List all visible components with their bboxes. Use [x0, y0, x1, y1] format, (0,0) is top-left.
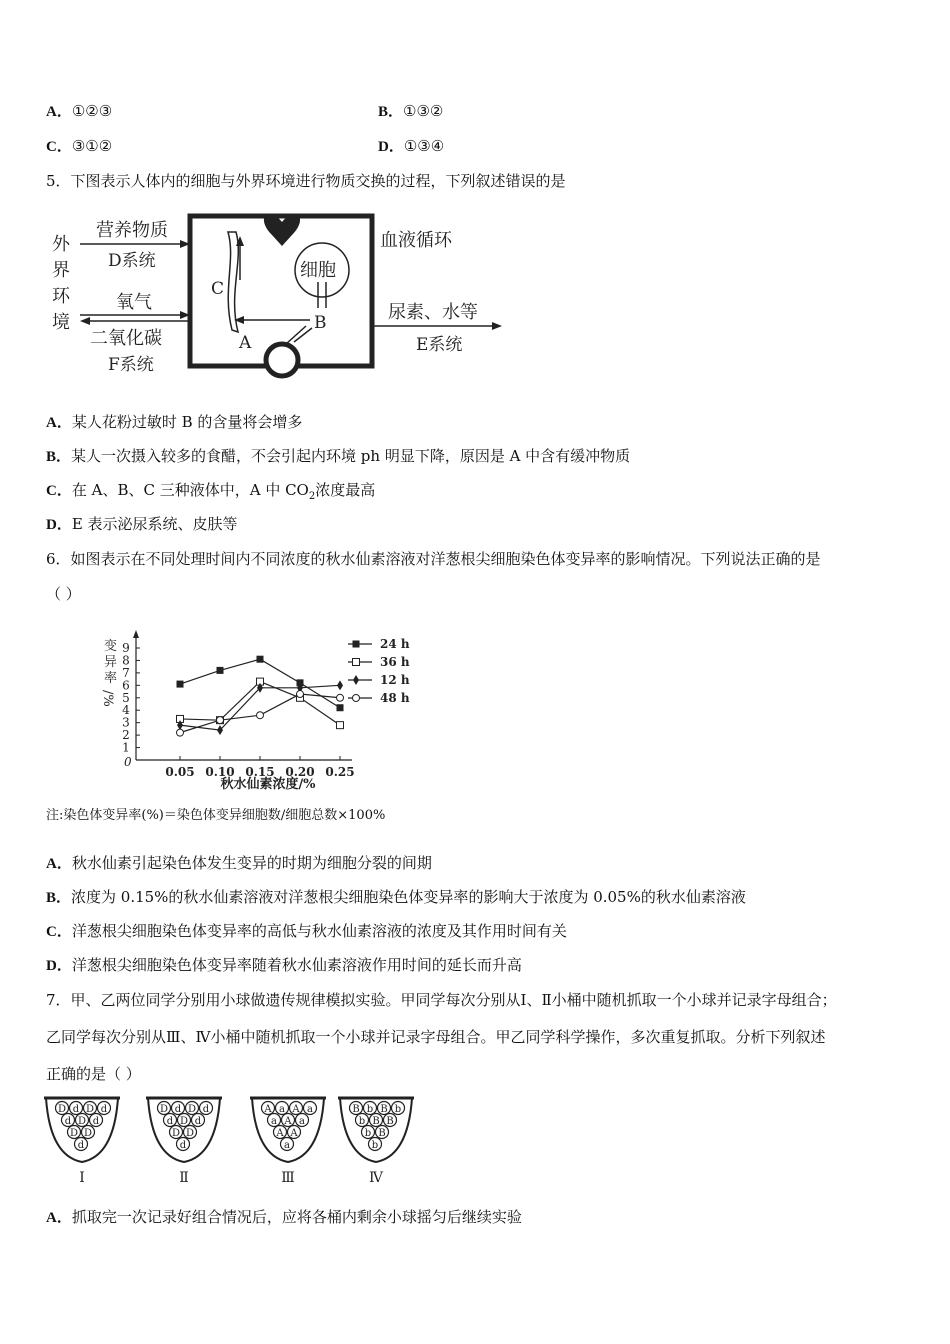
- data-point: [337, 694, 344, 701]
- co2-label: 二氧化碳: [90, 328, 162, 349]
- option-letter: A．: [46, 1210, 72, 1226]
- ball-letter: A: [290, 1128, 298, 1139]
- ball-letter: D: [179, 1116, 189, 1127]
- origin-label: 0: [124, 755, 132, 769]
- ylabel-unit: /%: [100, 690, 115, 707]
- option-text: ①③②: [403, 102, 444, 120]
- y-tick-label: 1: [122, 740, 130, 755]
- ball-letter: d: [64, 1116, 72, 1127]
- data-point: [217, 717, 224, 724]
- ball-letter: D: [159, 1104, 169, 1115]
- subscript: 2: [308, 491, 316, 502]
- bucket-label: Ⅲ: [281, 1170, 295, 1186]
- bucket: [250, 1098, 326, 1186]
- q7-option-a: [46, 1207, 522, 1228]
- option-text: ①③④: [403, 137, 445, 155]
- q5-option-b: [46, 446, 630, 467]
- label-c: C: [211, 279, 225, 299]
- data-point: [353, 695, 360, 702]
- ball-letter: B: [352, 1104, 360, 1115]
- ball-letter: d: [174, 1104, 182, 1115]
- option-text: 抓取完一次记录好组合情况后，应将各桶内剩余小球摇匀后继续实验: [71, 1208, 522, 1226]
- y-tick-label: 7: [122, 665, 130, 680]
- q6-option-b: [46, 887, 746, 908]
- capillary-ring: [266, 344, 298, 376]
- legend-label: 12 h: [380, 673, 410, 687]
- outside-label-3: 环: [52, 286, 70, 307]
- ball-letter: d: [179, 1140, 187, 1151]
- option-text: 浓度为 0.15%的秋水仙素溶液对洋葱根尖细胞染色体变异率的影响大于浓度为 0.05%的秋水仙素溶液: [71, 888, 746, 906]
- q7-buckets: [40, 1092, 440, 1188]
- arrowhead: [492, 322, 502, 330]
- y-tick-label: 4: [122, 703, 130, 718]
- x-tick-label: 0.25: [325, 765, 355, 779]
- option-text-tail: 浓度最高: [315, 481, 376, 499]
- option-letter: B．: [46, 890, 72, 906]
- q5-diagram: [50, 200, 510, 385]
- ball-letter: A: [264, 1104, 272, 1115]
- y-tick-label: 5: [122, 690, 130, 705]
- ball-letter: b: [371, 1140, 379, 1151]
- ball-letter: D: [77, 1116, 87, 1127]
- chart-static: [100, 638, 117, 707]
- label-b: B: [314, 313, 327, 333]
- x-tick-label: 0.20: [285, 765, 315, 779]
- ball-letter: B: [380, 1104, 388, 1115]
- outside-label-1: 外: [52, 234, 70, 255]
- option-text: 洋葱根尖细胞染色体变异率随着秋水仙素溶液作用时间的延长而升高: [71, 956, 522, 974]
- ball-letter: D: [69, 1128, 79, 1139]
- ball-letter: D: [171, 1128, 181, 1139]
- data-point: [337, 680, 343, 690]
- data-point: [217, 667, 224, 674]
- q5-stem: 5．下图表示人体内的细胞与外界环境进行物质交换的过程，下列叙述错误的是: [46, 172, 566, 190]
- arrowhead: [80, 317, 90, 325]
- data-point: [177, 729, 184, 736]
- option-letter: C．: [46, 483, 72, 499]
- data-point: [353, 675, 359, 685]
- ball-letter: D: [85, 1104, 95, 1115]
- q4-option-d: [378, 136, 444, 157]
- ball-letter: D: [187, 1104, 197, 1115]
- x-tick-label: 0.10: [205, 765, 235, 779]
- cell-label: 细胞: [300, 260, 336, 281]
- data-point: [337, 704, 344, 711]
- ball-letter: b: [366, 1104, 374, 1115]
- option-text: ①②③: [71, 102, 113, 120]
- ball-letter: d: [77, 1140, 85, 1151]
- ylabel-char-2: 异: [104, 655, 118, 670]
- bucket: [44, 1098, 120, 1186]
- legend-label: 48 h: [380, 691, 410, 705]
- ball-letter: a: [307, 1104, 313, 1115]
- option-text: 某人花粉过敏时 B 的含量将会增多: [71, 413, 303, 431]
- chart-xlabel: 秋水仙素浓度/%: [220, 777, 316, 792]
- q7-stem-line-1: 7．甲、乙两位同学分别用小球做遗传规律模拟实验。甲同学每次分别从Ⅰ、Ⅱ小桶中随机抓取一个小球并记录字母组合；: [46, 991, 837, 1009]
- ylabel-char-1: 变: [104, 639, 118, 654]
- y-tick-label: 8: [122, 653, 130, 668]
- ball-letter: b: [364, 1128, 372, 1139]
- y-axis-arrow: [133, 630, 139, 638]
- bucket-label: Ⅰ: [79, 1170, 85, 1186]
- ball-letter: B: [372, 1116, 380, 1127]
- ball-letter: d: [166, 1116, 174, 1127]
- y-tick-label: 9: [122, 641, 130, 655]
- option-text: ③①②: [71, 137, 113, 155]
- data-point: [177, 681, 184, 688]
- y-tick-label: 2: [122, 728, 130, 743]
- option-letter: C．: [46, 139, 72, 155]
- lymph-vessel: [228, 232, 238, 332]
- e-system-label: E系统: [416, 335, 463, 355]
- q5-option-a: [46, 412, 302, 433]
- bucket: [338, 1098, 414, 1186]
- bucket: [146, 1098, 222, 1186]
- option-text: E 表示泌尿系统、皮肤等: [71, 515, 238, 533]
- q4-option-b: [378, 101, 443, 122]
- option-letter: C．: [46, 924, 72, 940]
- q6-note: 注:染色体变异率(%)＝染色体变异细胞数/细胞总数×100%: [46, 808, 386, 823]
- q5-option-d: [46, 514, 238, 535]
- option-letter: B．: [46, 449, 72, 465]
- option-letter: A．: [46, 104, 72, 120]
- option-letter: A．: [46, 856, 72, 872]
- q6-option-d: [46, 955, 522, 976]
- option-text: 洋葱根尖细胞染色体变异率的高低与秋水仙素溶液的浓度及其作用时间有关: [71, 922, 567, 940]
- data-point: [257, 712, 264, 719]
- outside-label-2: 界: [52, 260, 70, 281]
- data-point: [217, 725, 223, 735]
- legend-label: 36 h: [380, 655, 410, 669]
- ball-letter: b: [358, 1116, 366, 1127]
- outside-label-4: 境: [52, 312, 70, 333]
- ball-letter: A: [292, 1104, 300, 1115]
- ball-letter: D: [83, 1128, 93, 1139]
- ball-letter: d: [92, 1116, 100, 1127]
- ball-letter: A: [276, 1128, 284, 1139]
- f-system-label: F系统: [108, 355, 154, 375]
- ball-letter: A: [284, 1116, 292, 1127]
- chart-marks: [122, 630, 410, 779]
- urea-label: 尿素、水等: [388, 302, 478, 323]
- ball-letter: D: [185, 1128, 195, 1139]
- ball-letter: a: [279, 1104, 285, 1115]
- legend-label: 24 h: [380, 637, 410, 651]
- q6-option-a: [46, 853, 432, 874]
- q7-stem-line-2: 乙同学每次分别从Ⅲ、Ⅳ小桶中随机抓取一个小球并记录字母组合。甲乙同学科学操作，多次重复抓取。分析下列叙述: [46, 1028, 826, 1046]
- data-point: [257, 656, 264, 663]
- bucket-label: Ⅱ: [179, 1170, 189, 1186]
- option-letter: A．: [46, 415, 72, 431]
- option-letter: B．: [378, 104, 404, 120]
- data-point: [353, 641, 360, 648]
- option-letter: D．: [46, 958, 72, 974]
- ball-letter: a: [271, 1116, 277, 1127]
- oxygen-label: 氧气: [116, 292, 152, 313]
- ylabel-char-3: 率: [104, 671, 118, 686]
- ball-letter: d: [194, 1116, 202, 1127]
- data-point: [297, 691, 304, 698]
- ball-letter: D: [57, 1104, 67, 1115]
- label-a: A: [239, 333, 252, 353]
- q4-option-a: [46, 101, 112, 122]
- x-tick-label: 0.15: [245, 765, 275, 779]
- q4-option-c: [46, 136, 112, 157]
- option-letter: D．: [378, 139, 404, 155]
- nutrient-label: 营养物质: [96, 220, 168, 241]
- data-point: [353, 659, 360, 666]
- q5-option-c: [46, 480, 375, 507]
- ball-letter: d: [202, 1104, 210, 1115]
- bucket-label: Ⅳ: [369, 1170, 383, 1186]
- q7-stem-line-3: 正确的是（ ）: [46, 1065, 141, 1083]
- ball-letter: a: [284, 1140, 290, 1151]
- option-letter: D．: [46, 517, 72, 533]
- ball-letter: b: [394, 1104, 402, 1115]
- ball-letter: d: [100, 1104, 108, 1115]
- q6-chart: [90, 628, 430, 798]
- option-text: 某人一次摄入较多的食醋，不会引起内环境 ph 明显下降，原因是 A 中含有缓冲物质: [71, 447, 631, 465]
- option-text: 在 A、B、C 三种液体中，A 中 CO: [71, 481, 309, 499]
- option-text: 秋水仙素引起染色体发生变异的时期为细胞分裂的间期: [71, 854, 432, 872]
- ball-letter: d: [72, 1104, 80, 1115]
- y-tick-label: 6: [122, 678, 130, 693]
- ball-letter: a: [299, 1116, 305, 1127]
- d-system-label: D系统: [108, 251, 156, 271]
- x-tick-label: 0.05: [165, 765, 195, 779]
- ball-letter: B: [386, 1116, 394, 1127]
- q6-option-c: [46, 921, 567, 942]
- data-point: [337, 722, 344, 729]
- q6-stem: 6．如图表示在不同处理时间内不同浓度的秋水仙素溶液对洋葱根尖细胞染色体变异率的影响情况。下列说法正确的是: [46, 550, 821, 568]
- ball-letter: B: [378, 1128, 386, 1139]
- blood-circulation-label: 血液循环: [380, 230, 452, 251]
- y-tick-label: 3: [122, 715, 130, 730]
- q6-paren: （ ）: [46, 585, 81, 603]
